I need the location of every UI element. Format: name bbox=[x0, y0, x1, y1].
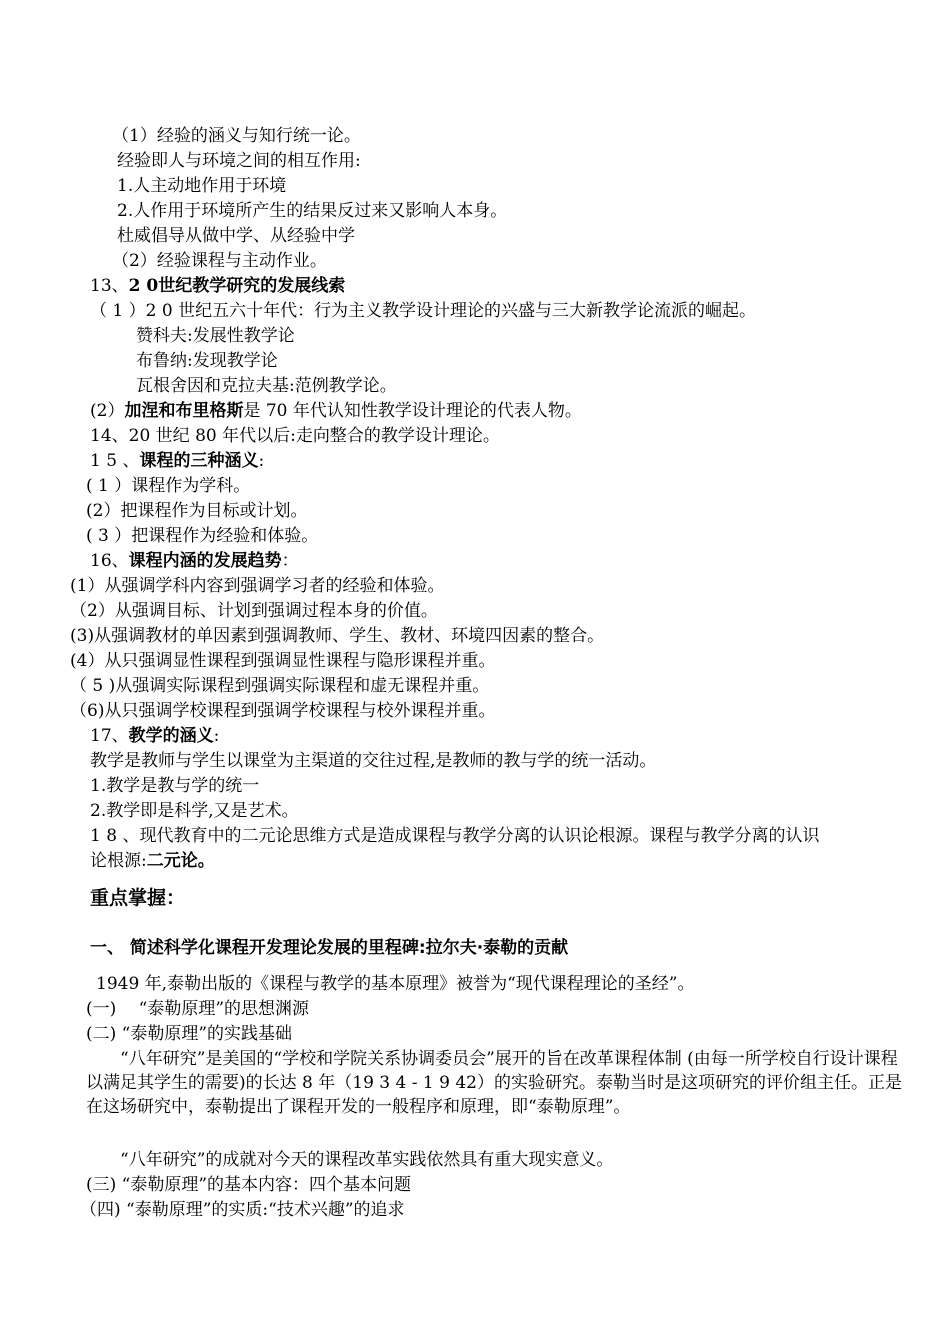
text-line: “八年研究”的成就对今天的课程改革实践依然具有重大现实意义。 bbox=[120, 1150, 614, 1170]
text-line: 1.教学是教与学的统一 bbox=[90, 776, 260, 796]
text-line: (4）从只强调显性课程到强调显性课程与隐形课程并重。 bbox=[70, 651, 496, 671]
section-title: 课程的三种涵义 bbox=[139, 451, 259, 471]
text-span: 论根源: bbox=[90, 851, 147, 871]
text-line: 2.人作用于环境所产生的结果反过来又影响人本身。 bbox=[117, 201, 508, 221]
text-line: 杜威倡导从做中学、从经验中学 bbox=[117, 226, 355, 246]
text-line: （1）经验的涵义与知行统一论。 bbox=[112, 126, 361, 146]
text-line: 布鲁纳:发现教学论 bbox=[136, 351, 278, 371]
text-span: : bbox=[258, 451, 265, 471]
text-line: ( 1 ）课程作为学科。 bbox=[86, 476, 251, 496]
subsection-heading: (一) “泰勒原理”的思想渊源 bbox=[86, 999, 310, 1019]
paragraph: “八年研究”是美国的“学校和学院关系协调委员会”展开的旨在改革课程体制 (由每一所学校自行设计课程以满足其学生的需要)的长达 8 年（19 3 4 - 1 9 42）的实验研究。泰勒当时是这项研究的评价组主任。正是在这场研究中，泰勒提出了课程开发的一般程序和原理，即“泰勒原理”。 bbox=[86, 1049, 902, 1117]
text-line: 14、20 世纪 80 年代以后:走向整合的教学设计理论。 bbox=[90, 426, 500, 446]
subsection-heading: (三) “泰勒原理”的基本内容：四个基本问题 bbox=[86, 1175, 412, 1195]
text-span: ： bbox=[281, 551, 299, 571]
section-number: 1 5 、 bbox=[90, 451, 140, 471]
text-line: (3)从强调教材的单因素到强调教师、学生、教材、环境四因素的整合。 bbox=[70, 626, 605, 646]
text-line: (1）从强调学科内容到强调学习者的经验和体验。 bbox=[70, 576, 445, 596]
text-line: 2.教学即是科学,又是艺术。 bbox=[90, 801, 299, 821]
key-points-heading: 重点掌握： bbox=[90, 887, 186, 909]
text-span: (2） bbox=[90, 401, 125, 421]
text-line: （ 1 ）2 0 世纪五六十年代：行为主义教学设计理论的兴盛与三大新教学论流派的崛起。 bbox=[90, 301, 757, 321]
text-line: 经验即人与环境之间的相互作用: bbox=[117, 151, 361, 171]
text-line: ( 3 ）把课程作为经验和体验。 bbox=[86, 526, 319, 546]
text-line bbox=[90, 849, 215, 873]
text-line: （6)从只强调学校课程到强调学校课程与校外课程并重。 bbox=[70, 701, 496, 721]
section-number: 13、 bbox=[90, 276, 129, 296]
section-title: 课程内涵的发展趋势 bbox=[128, 551, 282, 571]
text-span: : bbox=[213, 726, 220, 746]
text-line: （ 5 )从强调实际课程到强调实际课程和虚无课程并重。 bbox=[70, 676, 490, 696]
question-heading-1: 一、 简述科学化课程开发理论发展的里程碑:拉尔夫·泰勒的贡献 bbox=[90, 938, 569, 958]
text-line bbox=[90, 399, 582, 423]
text-line: 赞科夫:发展性教学论 bbox=[136, 326, 295, 346]
text-line: （2）经验课程与主动作业。 bbox=[112, 251, 327, 271]
emphasized-term: 二元论。 bbox=[146, 851, 215, 871]
text-line: (2）把课程作为目标或计划。 bbox=[86, 501, 308, 521]
section-number: 17、 bbox=[90, 726, 129, 746]
section-heading-17 bbox=[90, 724, 219, 748]
text-line: 教学是教师与学生以课堂为主渠道的交往过程,是教师的教与学的统一活动。 bbox=[90, 751, 657, 771]
text-line: 瓦根舍因和克拉夫基:范例教学论。 bbox=[136, 376, 397, 396]
text-line: 1 8 、现代教育中的二元论思维方式是造成课程与教学分离的认识论根源。课程与教学分离的认识 bbox=[90, 826, 820, 846]
section-title: 2 0世纪教学研究的发展线索 bbox=[128, 276, 346, 296]
text-line: （2）从强调目标、计划到强调过程本身的价值。 bbox=[70, 601, 438, 621]
subsection-heading: （四) “泰勒原理”的实质:“技术兴趣”的追求 bbox=[80, 1200, 405, 1220]
text-line: 1949 年,泰勒出版的《课程与教学的基本原理》被誉为“现代课程理论的圣经”。 bbox=[96, 974, 695, 994]
section-number: 16、 bbox=[90, 551, 129, 571]
text-line: 1.人主动地作用于环境 bbox=[117, 176, 287, 196]
section-heading-13 bbox=[90, 274, 345, 298]
section-heading-15 bbox=[90, 449, 264, 473]
emphasized-names: 加涅和布里格斯 bbox=[124, 401, 244, 421]
subsection-heading: (二) “泰勒原理”的实践基础 bbox=[86, 1024, 293, 1044]
text-span: 是 70 年代认知性教学设计理论的代表人物。 bbox=[243, 401, 582, 421]
section-title: 教学的涵义 bbox=[128, 726, 214, 746]
section-heading-16 bbox=[90, 549, 299, 573]
